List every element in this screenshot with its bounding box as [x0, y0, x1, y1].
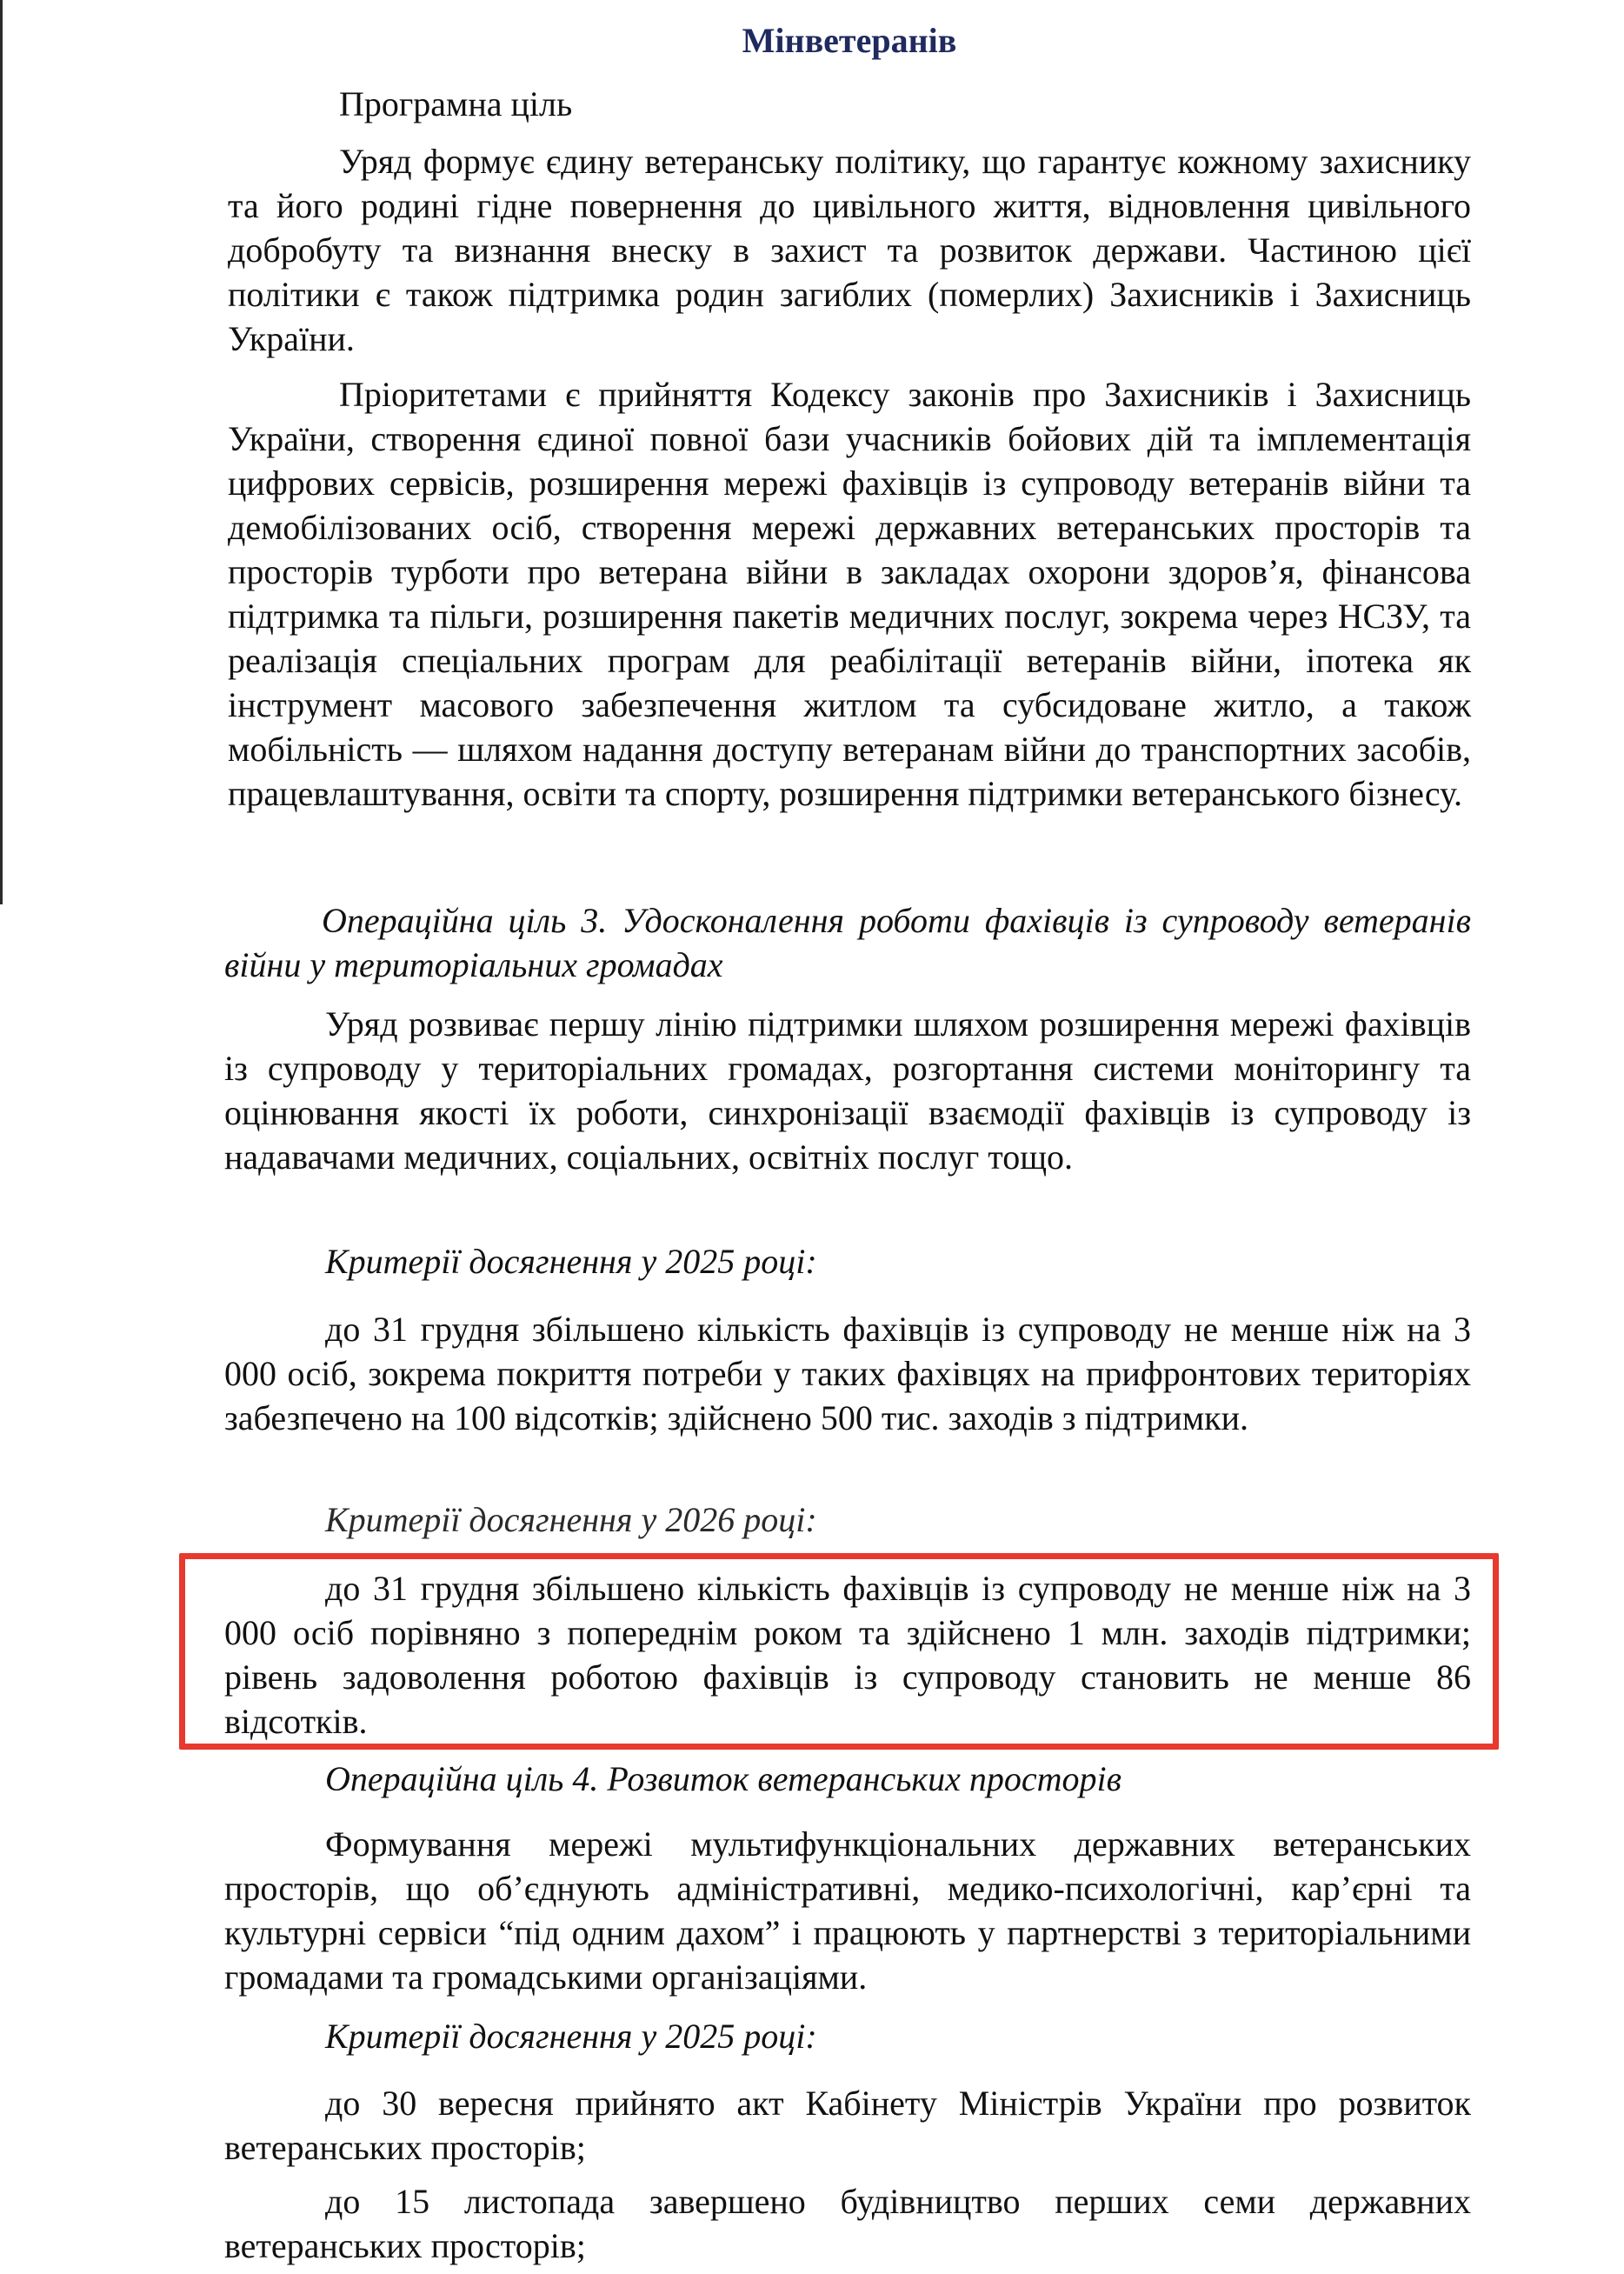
program-goal-text: Уряд формує єдину ветеранську політику, що гарантує кожному захиснику та його родині гідне повернення до цивільного життя, відновлення цивільного добробуту та визнання внеску в захист та розвиток держави. Частиною цієї політики є також підтримка родин загиблих (померлих) Захисників і Захисниць України.: [228, 142, 1471, 358]
op-goal-3-heading: Операційна ціль 3. Удосконалення роботи фахівців із супроводу ветеранів війни у територіальних громадах: [224, 901, 1471, 984]
program-goal-label: Програмна ціль: [339, 84, 573, 123]
criteria-2026-text: до 31 грудня збільшено кількість фахівців із супроводу не менше ніж на 3 000 осіб порівняно з попереднім роком та здійснено 1 млн. заходів підтримки; рівень задоволення роботою фахівців із супроводу становить не менше 86 відсотків.: [224, 1569, 1471, 1741]
highlight-box: [179, 1553, 1499, 1750]
criteria-2025-item-2: до 15 листопада завершено будівництво перших семи державних ветеранських просторів;: [224, 2182, 1471, 2265]
priorities-text: Пріоритетами є прийняття Кодексу законів про Захисників і Захисниць України, створення єдиної повної бази учасників бойових дій та імплементація цифрових сервісів, розширення мережі фахівців із супроводу ветеранів війни та демобілізованих осіб, створення мережі державних ветеранських просторів та просторів турботи про ветерана війни в закладах охорони здоров’я, фінансова підтримка та пільги, розширення пакетів медичних послуг, зокрема через НСЗУ, та реалізація спеціальних програм для реабілітації ветеранів війни, іпотека як інструмент масового забезпечення житлом та субсидоване житло, а також мобільність — шляхом надання доступу ветеранам війни до транспортних засобів, працевлаштування, освіти та спорту, розширення підтримки ветеранського бізнесу.: [228, 375, 1471, 813]
op-goal-4-heading: Операційна ціль 4. Розвиток ветеранських просторів: [325, 1759, 1121, 1798]
criteria-2025-label-a: Критерії досягнення у 2025 році:: [325, 1242, 817, 1281]
criteria-2025-label-b: Критерії досягнення у 2025 році:: [325, 2017, 817, 2056]
criteria-2025-text-a: до 31 грудня збільшено кількість фахівців із супроводу не менше ніж на 3 000 осіб, зокрема покриття потреби у таких фахівцях на прифронтових територіях забезпечено на 100 відсотків; здійснено 500 тис. заходів з підтримки.: [224, 1310, 1471, 1437]
page-edge-line: [0, 0, 3, 904]
criteria-2025-item-1: до 30 вересня прийнято акт Кабінету Міністрів України про розвиток ветеранських просторів;: [224, 2084, 1471, 2167]
op-goal-3-text: Уряд розвиває першу лінію підтримки шляхом розширення мережі фахівців із супроводу у територіальних громадах, розгортання системи моніторингу та оцінювання якості їх роботи, синхронізації взаємодії фахівців із супроводу із надавачами медичних, соціальних, освітніх послуг тощо.: [224, 1004, 1471, 1177]
op-goal-4-text: Формування мережі мультифункціональних державних ветеранських просторів, що об’єднують адміністративні, медико-психологічні, кар’єрні та культурні сервіси “під одним дахом” і працюють у партнерстві з територіальними громадами та громадськими організаціями.: [224, 1824, 1471, 1997]
criteria-2026-label: Критерії досягнення у 2026 році:: [325, 1500, 817, 1539]
ministry-title: Мінветеранів: [742, 21, 957, 60]
